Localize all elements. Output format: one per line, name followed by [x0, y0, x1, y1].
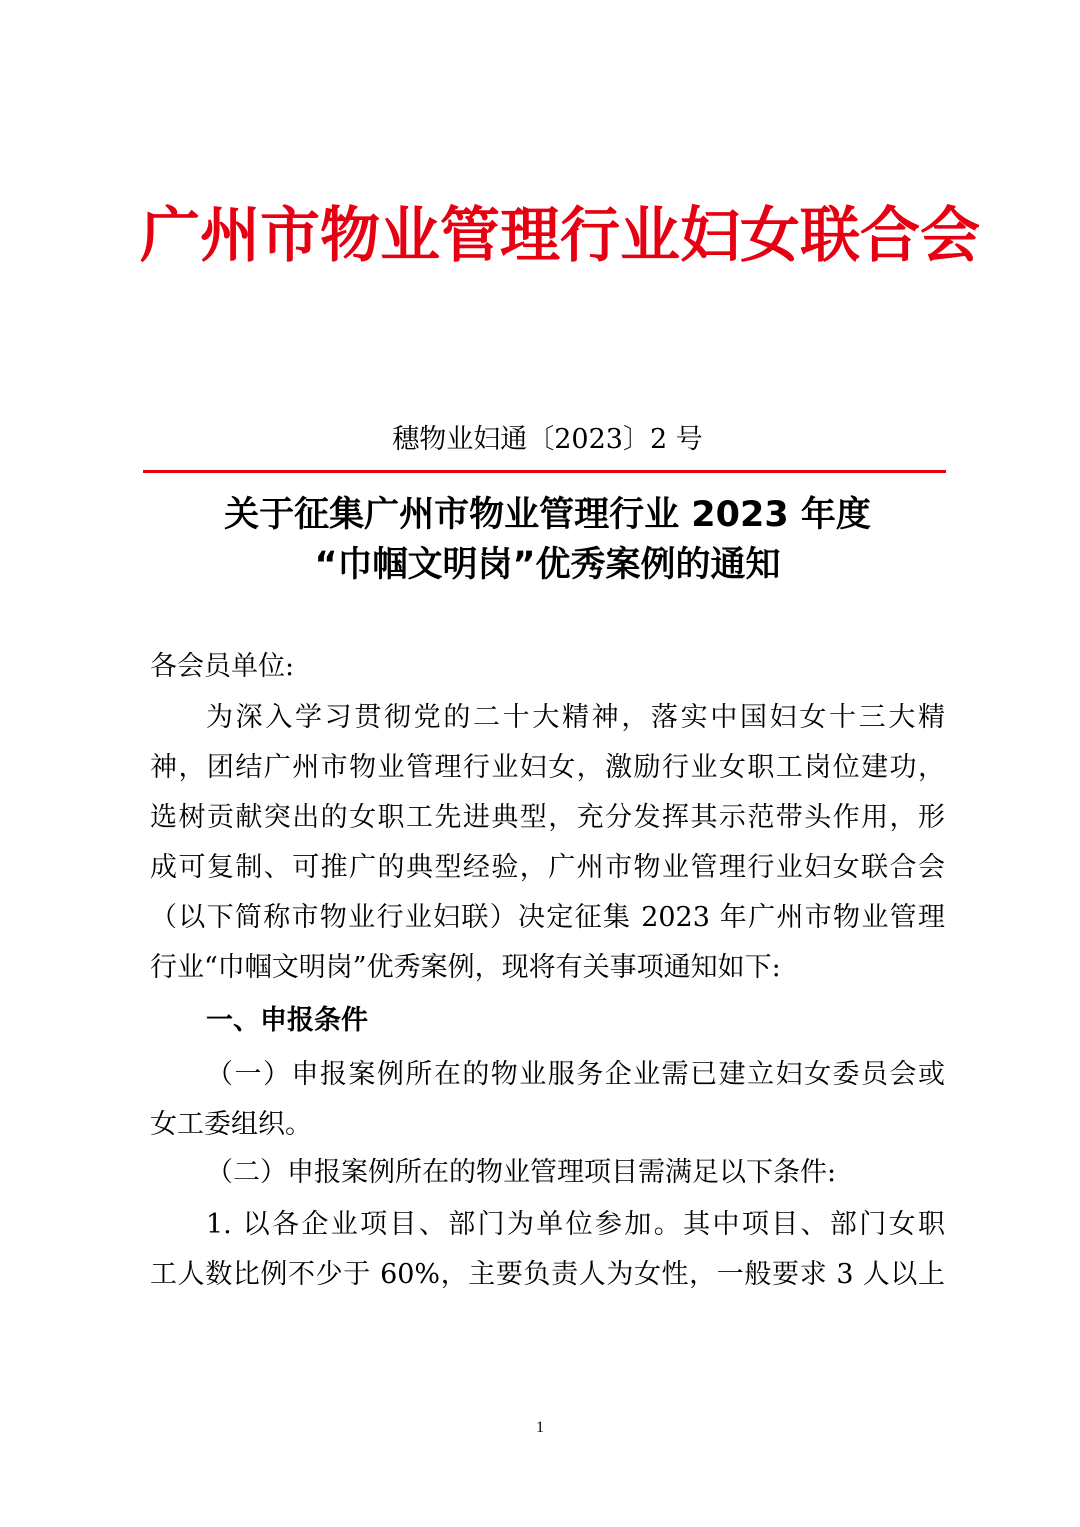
section-heading: 一、申报条件	[206, 1005, 368, 1036]
issuer-header: 广州市物业管理行业妇女联合会	[140, 201, 980, 271]
document-number: 穗物业妇通〔2023〕2 号	[392, 424, 703, 455]
body-line: 工人数比例不少于 60%，主要负责人为女性，一般要求 3 人以上	[150, 1259, 945, 1290]
red-divider-line	[143, 470, 946, 473]
body-line: 女工委组织。	[150, 1109, 312, 1140]
body-line: 成可复制、可推广的典型经验，广州市物业管理行业妇女联合会	[150, 852, 945, 883]
document-title-line-2: “巾帼文明岗”优秀案例的通知	[314, 545, 781, 585]
body-line: （二）申报案例所在的物业管理项目需满足以下条件:	[206, 1157, 837, 1188]
page-number: 1	[536, 1419, 544, 1436]
salutation: 各会员单位:	[150, 651, 295, 682]
body-line: 神，团结广州市物业管理行业妇女，激励行业女职工岗位建功，	[150, 752, 945, 783]
body-line: 1. 以各企业项目、部门为单位参加。其中项目、部门女职	[206, 1209, 945, 1240]
body-line: （以下简称市物业行业妇联）决定征集 2023 年广州市物业管理	[150, 902, 945, 933]
body-line: 行业“巾帼文明岗”优秀案例，现将有关事项通知如下:	[150, 952, 781, 983]
document-title-line-1: 关于征集广州市物业管理行业 2023 年度	[224, 495, 871, 535]
body-line: （一）申报案例所在的物业服务企业需已建立妇女委员会或	[206, 1059, 945, 1090]
body-line: 为深入学习贯彻党的二十大精神，落实中国妇女十三大精	[206, 702, 945, 733]
body-line: 选树贡献突出的女职工先进典型，充分发挥其示范带头作用，形	[150, 802, 945, 833]
